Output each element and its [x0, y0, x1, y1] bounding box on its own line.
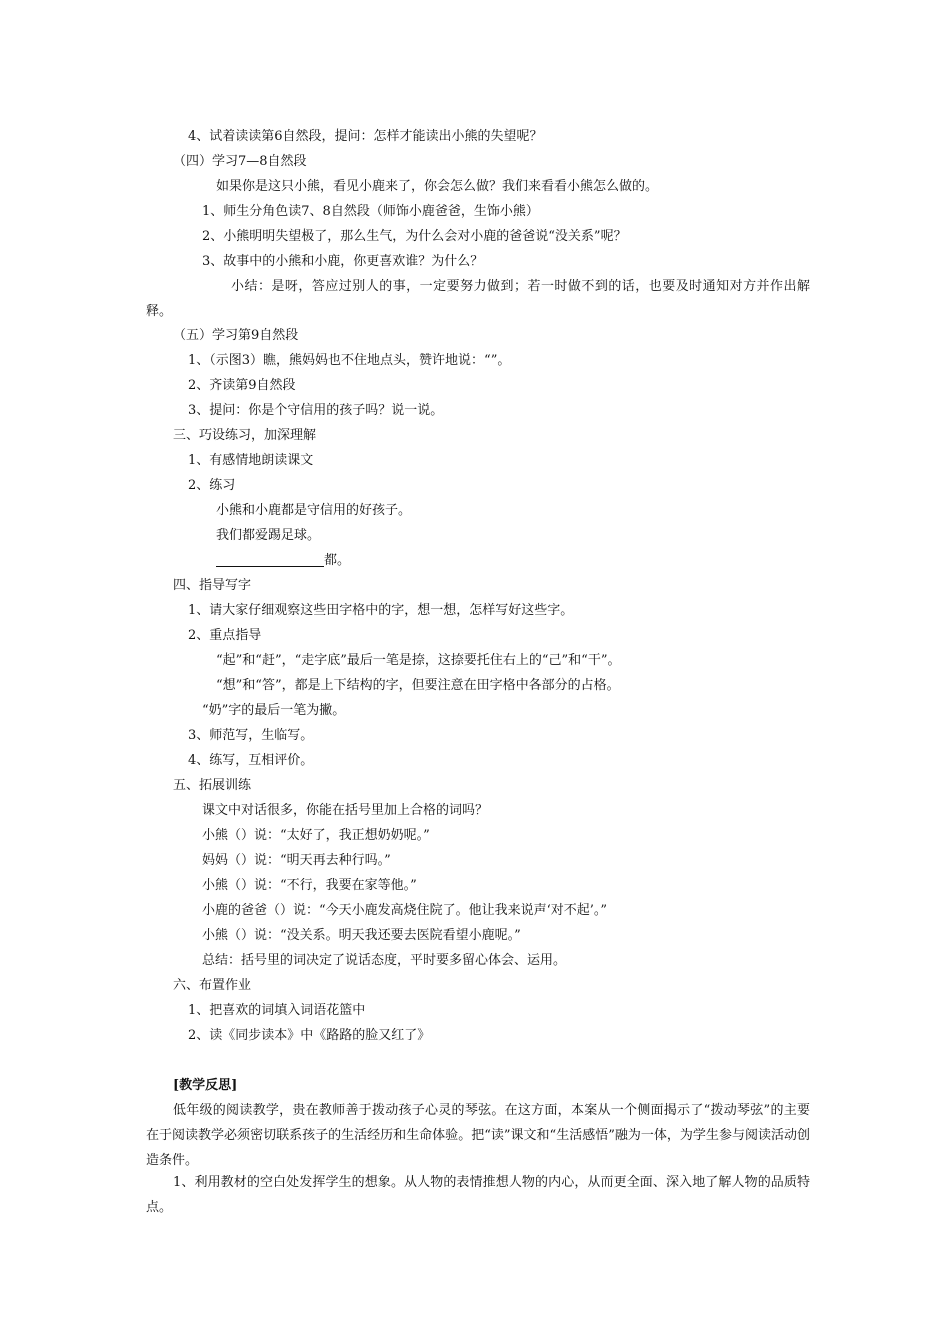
text-line: 4、练写，互相评价。: [188, 753, 314, 768]
fill-blank-line: [216, 552, 350, 570]
text-line: 1、师生分角色读7、8自然段（师饰小鹿爸爸，生饰小熊）: [202, 204, 539, 219]
text-line: 2、练习: [188, 478, 236, 493]
text-line: 3、师范写，生临写。: [188, 728, 314, 743]
section-heading: 三、巧设练习，加深理解: [173, 428, 317, 443]
reflection-paragraph: 低年级的阅读教学，贵在教师善于拨动孩子心灵的琴弦。在这方面，本案从一个侧面揭示了“拨动琴弦”的主要在于阅读教学必须密切联系孩子的生活经历和生命体验。把“读”课文和“生活感悟”融为一体，为学生参与阅读活动创造条件。: [146, 1103, 810, 1168]
section-heading: 五、拓展训练: [173, 778, 252, 793]
section-heading: 四、指导写字: [173, 578, 252, 593]
reflection-heading: [教学反思]: [173, 1078, 238, 1093]
text-line: 课文中对话很多，你能在括号里加上合格的词吗？: [202, 803, 489, 818]
text-line: 总结：括号里的词决定了说话态度，平时要多留心体会、运用。: [202, 953, 567, 968]
text-line: 4、试着读读第6自然段，提问：怎样才能读出小熊的失望呢？: [188, 129, 543, 144]
text-line: 3、提问：你是个守信用的孩子吗？说一说。: [188, 403, 444, 418]
text-line: 小熊和小鹿都是守信用的好孩子。: [216, 503, 412, 518]
text-line: 3、故事中的小熊和小鹿，你更喜欢谁？为什么？: [202, 254, 484, 269]
text-line: 1、（示图3）瞧，熊妈妈也不住地点头，赞许地说：“”。: [188, 353, 511, 368]
text-line: 小熊（）说：“太好了，我正想奶奶呢。”: [202, 828, 430, 843]
text-line: 小熊（）说：“没关系。明天我还要去医院看望小鹿呢。”: [202, 928, 521, 943]
text-line: 如果你是这只小熊，看见小鹿来了，你会怎么做？我们来看看小熊怎么做的。: [216, 179, 659, 194]
text-line: 2、重点指导: [188, 628, 262, 643]
text-line: 我们都爱踢足球。: [216, 528, 321, 543]
text-line: “奶”字的最后一笔为撇。: [202, 703, 346, 718]
text-line: “起”和“赶”，“走字底”最后一笔是捺，这捺要托住右上的“己”和“干”。: [216, 653, 621, 668]
text-line: 1、把喜欢的词填入词语花篮中: [188, 1003, 366, 1018]
text-line: 2、小熊明明失望极了，那么生气，为什么会对小鹿的爸爸说“没关系”呢？: [202, 229, 627, 244]
fill-blank-suffix: 都。: [324, 553, 351, 568]
text-line: 2、读《同步读本》中《路路的脸又红了》: [188, 1028, 431, 1043]
summary-paragraph: 小结：是呀，答应过别人的事，一定要努力做到；若一时做不到的话，也要及时通知对方并作出解释。: [146, 279, 810, 319]
text-line: 小熊（）说：“不行，我要在家等他。”: [202, 878, 417, 893]
section-heading: （四）学习7—8自然段: [173, 154, 307, 169]
text-line: 1、请大家仔细观察这些田字格中的字，想一想，怎样写好这些字。: [188, 603, 574, 618]
text-line: 小鹿的爸爸（）说：“今天小鹿发高烧住院了。他让我来说声‘对不起’。”: [202, 903, 608, 918]
section-heading: （五）学习第9自然段: [173, 328, 299, 343]
text-line: 1、有感情地朗读课文: [188, 453, 314, 468]
text-line: “想”和“答”，都是上下结构的字，但要注意在田字格中各部分的占格。: [216, 678, 620, 693]
reflection-paragraph: 1、利用教材的空白处发挥学生的想象。从人物的表情推想人物的内心，从而更全面、深入地了解人物的品质特点。: [146, 1175, 810, 1215]
blank-underline: [216, 552, 324, 567]
text-line: 2、齐读第9自然段: [188, 378, 296, 393]
section-heading: 六、布置作业: [173, 978, 252, 993]
text-line: 妈妈（）说：“明天再去种行吗。”: [202, 853, 391, 868]
